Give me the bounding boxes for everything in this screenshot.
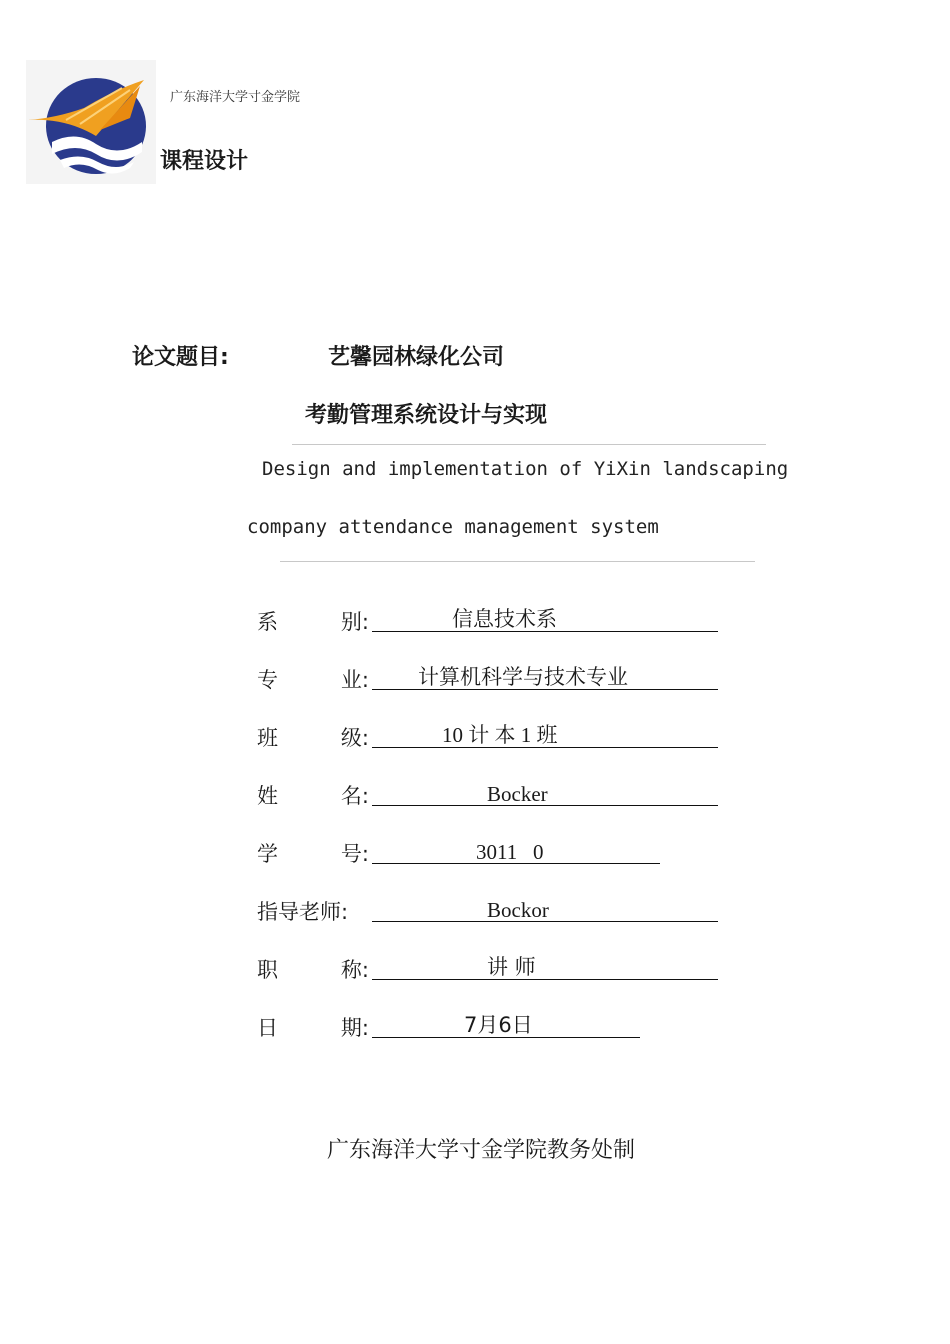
english-title-line1: Design and implementation of YiXin landscaping	[262, 458, 789, 480]
title-divider-bottom	[280, 561, 755, 562]
field-value: 计算机科学与技术专业	[372, 660, 718, 690]
footer-issuer: 广东海洋大学寸金学院教务处制	[326, 1138, 635, 1163]
field-label: 系 别:	[257, 610, 369, 634]
field-label: 姓 名:	[257, 784, 369, 808]
field-label: 学 号:	[257, 842, 369, 866]
field-value: 讲 师	[372, 950, 718, 980]
thesis-title-line1: 艺馨园林绿化公司	[328, 345, 505, 370]
field-label: 职 称:	[257, 958, 369, 982]
field-value: Bockor	[372, 892, 718, 922]
school-name-small: 广东海洋大学寸金学院	[170, 90, 301, 105]
thesis-title-label: 论文题目:	[132, 345, 229, 370]
title-divider-top	[292, 444, 766, 445]
field-value: 3011 0	[372, 834, 660, 864]
field-label: 班 级:	[257, 726, 369, 750]
field-value: 7月6日	[372, 1008, 640, 1038]
document-type: 课程设计	[160, 149, 249, 174]
field-value: 信息技术系	[372, 602, 718, 632]
field-label: 指导老师:	[257, 900, 349, 924]
field-label: 日 期:	[257, 1016, 369, 1040]
field-label: 专 业:	[257, 668, 369, 692]
field-value: 10 计 本 1 班	[372, 718, 718, 748]
field-value: Bocker	[372, 776, 718, 806]
thesis-title-line2: 考勤管理系统设计与实现	[305, 403, 548, 428]
english-title-line2: company attendance management system	[247, 516, 659, 538]
school-logo	[26, 60, 156, 184]
